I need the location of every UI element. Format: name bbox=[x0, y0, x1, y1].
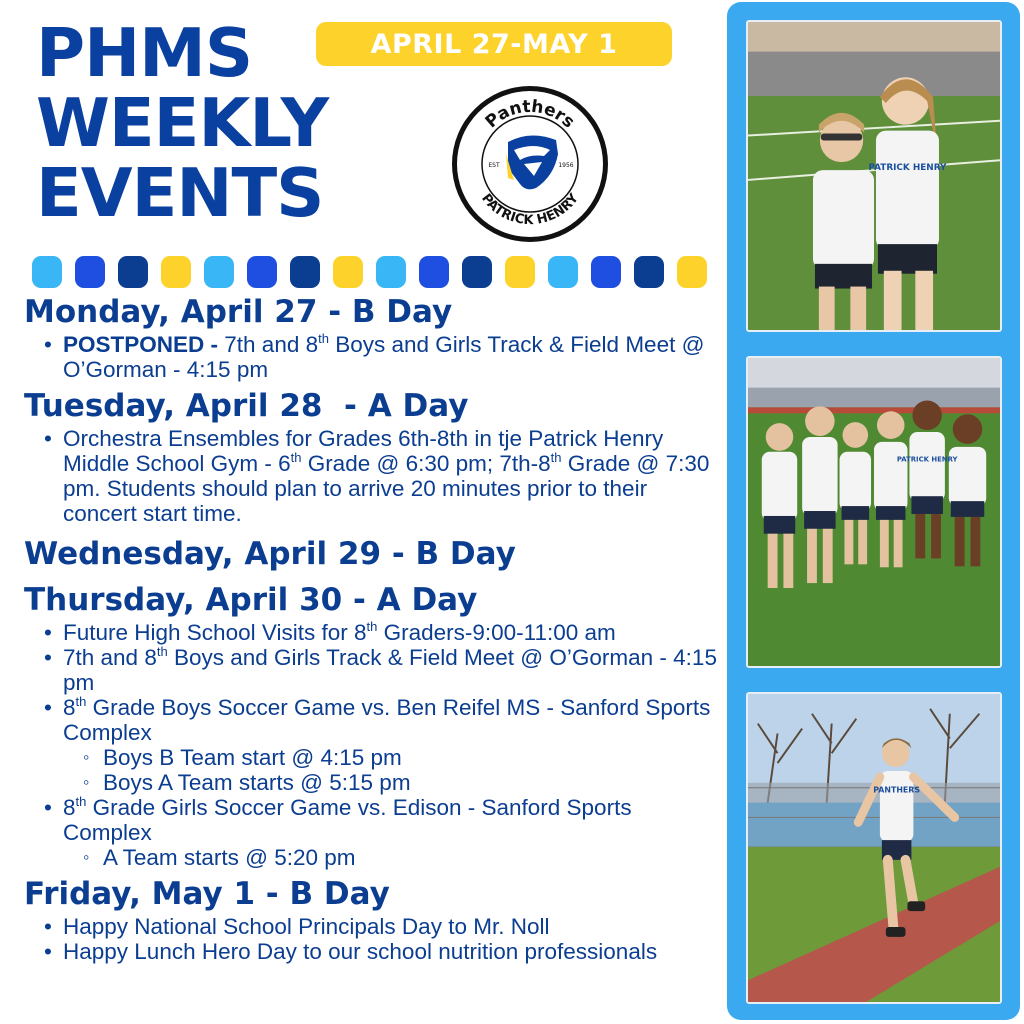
school-logo bbox=[450, 84, 610, 244]
event-text: Boys and Girls Track & Field Meet @ O’Gorman - 4:15 pm bbox=[63, 645, 717, 695]
event-text: Grade @ 7:30 pm. Students should plan to arrive 20 minutes prior to their concert start time. bbox=[63, 451, 710, 526]
event-item bbox=[44, 795, 724, 870]
dash bbox=[591, 256, 621, 288]
title-line-3: EVENTS bbox=[36, 154, 324, 232]
monday-events bbox=[44, 332, 724, 382]
event-text: Grade @ 6:30 pm; 7th-8 bbox=[301, 451, 551, 476]
event-item bbox=[44, 332, 724, 382]
title-line-1: PHMS bbox=[36, 14, 253, 92]
day-heading-monday: Monday, April 27 - B Day bbox=[24, 294, 453, 330]
jersey-text: PATRICK HENRY bbox=[896, 455, 958, 464]
dash bbox=[548, 256, 578, 288]
ordinal-suffix: th bbox=[75, 694, 87, 709]
dash bbox=[247, 256, 277, 288]
events-list bbox=[24, 292, 724, 964]
sub-event-item: ◦ A Team starts @ 5:20 pm bbox=[83, 845, 724, 870]
ordinal-suffix: th bbox=[318, 331, 329, 346]
event-item bbox=[44, 645, 724, 695]
thursday-events bbox=[44, 620, 724, 870]
dash bbox=[677, 256, 707, 288]
event-text: 7th and 8 bbox=[63, 645, 157, 670]
event-item bbox=[44, 620, 724, 645]
event-text: Graders-9:00-11:00 am bbox=[377, 620, 616, 645]
dash bbox=[419, 256, 449, 288]
day-heading-thursday: Thursday, April 30 - A Day bbox=[24, 582, 478, 618]
event-item: • Happy Lunch Hero Day to our school nutrition professionals bbox=[44, 939, 724, 964]
tuesday-events bbox=[44, 426, 724, 526]
photo-long-jumper bbox=[746, 692, 1002, 1004]
decorative-dash-row bbox=[32, 256, 707, 288]
event-text: Future High School Visits for 8 bbox=[63, 620, 367, 645]
photo-two-runners bbox=[746, 20, 1002, 332]
event-item: • Happy National School Principals Day to Mr. Noll bbox=[44, 914, 724, 939]
ordinal-suffix: th bbox=[156, 644, 168, 659]
ordinal-suffix: th bbox=[366, 619, 378, 634]
dash bbox=[376, 256, 406, 288]
day-heading-wednesday: Wednesday, April 29 - B Day bbox=[24, 536, 516, 572]
event-item bbox=[44, 695, 724, 795]
dash bbox=[505, 256, 535, 288]
event-text: Grade Girls Soccer Game vs. Edison - Sanford Sports Complex bbox=[63, 795, 632, 845]
event-text: Boys and Girls Track & Field Meet @ O’Gorman - 4:15 pm bbox=[63, 332, 705, 382]
dash bbox=[634, 256, 664, 288]
logo-top-text: Panthers bbox=[481, 96, 579, 133]
event-text: Orchestra Ensembles for Grades 6th-8th in tje Patrick Henry Middle School Gym - 6 bbox=[63, 426, 664, 476]
dash bbox=[204, 256, 234, 288]
title-line-2: WEEKLY bbox=[36, 84, 329, 162]
ordinal-suffix: th bbox=[75, 794, 87, 809]
dash bbox=[32, 256, 62, 288]
ordinal-suffix: th bbox=[550, 450, 562, 465]
ordinal-suffix: th bbox=[290, 450, 302, 465]
dash bbox=[333, 256, 363, 288]
event-text: 8 bbox=[63, 695, 76, 720]
jersey-text: PANTHERS bbox=[873, 785, 921, 795]
day-heading-tuesday: Tuesday, April 28 - A Day bbox=[24, 388, 469, 424]
sub-event-item: ◦ Boys A Team starts @ 5:15 pm bbox=[83, 770, 724, 795]
event-text: 8 bbox=[63, 795, 76, 820]
sub-event-item: ◦ Boys B Team start @ 4:15 pm bbox=[83, 745, 724, 770]
logo-bottom-text: PATRICK HENRY bbox=[478, 191, 582, 229]
logo-est-year: 1956 bbox=[558, 162, 574, 169]
dash bbox=[290, 256, 320, 288]
day-heading-friday: Friday, May 1 - B Day bbox=[24, 876, 390, 912]
friday-events bbox=[44, 914, 724, 964]
girls-soccer-sub-events bbox=[83, 845, 724, 870]
dash bbox=[118, 256, 148, 288]
event-text: 7th and 8 bbox=[224, 332, 319, 357]
date-range-badge: APRIL 27-MAY 1 bbox=[316, 22, 672, 66]
logo-est-label: EST bbox=[488, 162, 500, 169]
postponed-label: POSTPONED - bbox=[63, 332, 225, 357]
dash bbox=[462, 256, 492, 288]
event-item bbox=[44, 426, 724, 526]
dash bbox=[75, 256, 105, 288]
dash bbox=[161, 256, 191, 288]
boys-soccer-sub-events bbox=[83, 745, 724, 795]
event-text: Grade Boys Soccer Game vs. Ben Reifel MS - Sanford Sports Complex bbox=[63, 695, 711, 745]
photo-team-group bbox=[746, 356, 1002, 668]
page-title bbox=[36, 14, 329, 232]
jersey-text: PATRICK HENRY bbox=[868, 163, 947, 174]
